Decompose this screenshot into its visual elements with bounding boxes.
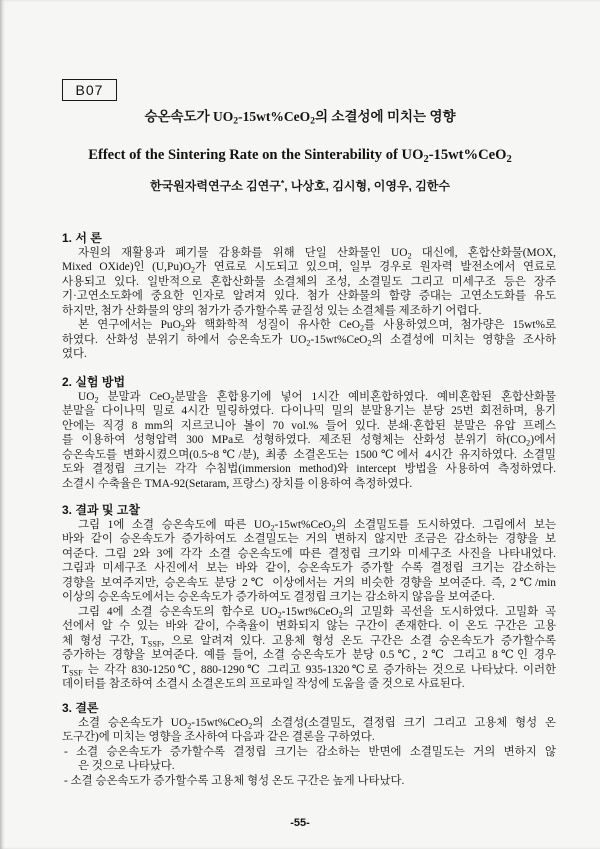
section-introduction [62,231,556,362]
text-run: 의 소결성(소결밀도, 결정립 크기 그리고 고용체 형성 온 [252,716,557,729]
subscript: 2 [233,115,239,127]
text-line [62,390,556,405]
text-line [62,730,556,745]
subscript: SSF [68,667,83,677]
text-line [62,289,556,304]
text-line [62,759,556,774]
subscript: 2 [407,250,412,260]
text-line [62,333,556,348]
section-heading: 1. 서 론 [62,231,102,245]
text-line [62,590,556,605]
text-run: 승온속도를 변화시켰으며(0.5~8℃/분), 최종 소결온도는 1500℃에서 4시간 유지하였다. 소결밀 [62,448,556,461]
text-run: 대신에, 혼합산화물(MOX, [411,246,556,259]
subscript: SSF [147,638,162,648]
text-line [62,716,556,731]
text-line [62,347,556,362]
text-run: 가 연료로 시도되고 있으며, 일부 경우로 원자력 발전소에서 연료로 [195,261,556,273]
text-run: 분말과 CeO [98,390,171,403]
subscript: 2 [180,323,185,333]
text-run: 그림과 미세구조 사진에서 보는 바와 같이, 승온속도가 증가할 수록 결정립 크기는 감소하는 [62,562,556,574]
subscript: 2 [310,115,315,127]
text-run: 를 사용하였으며, 첨가량은 15wt%로 [364,319,557,331]
text-run: 은 것으로 나타났다. [78,760,175,772]
superscript: * [280,178,285,189]
text-run: 소결 승온속도가 UO [78,716,188,729]
text-line [62,634,556,649]
text-line [62,663,556,678]
text-line [62,619,556,634]
paragraph [62,390,556,492]
text-run: 그림 4에 소결 승온속도의 함수로 UO [78,605,278,618]
text-run: 와 핵화학적 성질이 유사한 CeO [184,319,360,331]
text-run: 의 소결밀도를 도시하였다. 그림에서 보는 [335,518,556,531]
text-line [62,677,556,692]
section-body [62,518,556,692]
text-run: 경향을 보여주지만, 승온속도 분당 2℃ 이상에서는 거의 비슷한 경향을 보여준다. 즉, 2℃/min [62,576,556,589]
text-run: T [62,663,69,676]
paragraph [62,318,556,362]
subscript: 2 [248,720,253,730]
section-methods [62,375,556,491]
text-line [62,477,556,492]
text-run: 의 고밀화 곡선을 도시하였다. 고밀화 곡 [342,605,556,618]
text-run: 분말을 혼합용기에 넣어 1시간 예비혼합하였다. 예비혼합된 혼합산화물 [174,390,556,403]
text-run: 그림 1에 소결 승온속도에 따른 UO [78,518,271,531]
text-run: Mixed OXide)인 (U,Pu)O [62,261,192,273]
text-run: Effect of the Sintering Rate on the Sinterability of UO [88,147,424,163]
text-run: 를 이용하여 성형압력 300 MPa로 성형하였다. 제조된 성형체는 산화성 분위기 하(CO [62,434,527,446]
subscript: 2 [338,609,343,619]
text-run: 승온속도가 UO [144,109,234,124]
subscript: 2 [191,265,196,275]
text-run: 데이터를 참조하여 소결시 소결온도의 프로파일 작성에 도움을 줄 것으로 사료된다. [62,678,465,690]
text-run: 체 형성 구간, T [62,634,148,647]
text-run: 선에서 알 수 있는 바와 같이, 수축율이 변화되지 않는 구간이 존재한다. 이 온도 구간은 고용 [62,620,556,632]
text-run: -15wt%CeO [428,147,507,163]
text-line [62,304,556,319]
text-run: 는 각각 830-1250℃, 880-1290℃ 그리고 935-1320℃로 증가하는 것으로 나타났다. 이러한 [82,663,556,676]
text-run: 본 연구에서는 PuO [78,319,181,331]
text-run: -15wt%CeO [238,109,311,124]
paragraph [62,518,556,605]
text-run: 증가하는 경향을 보여준다. 예를 들어, 소결 승온속도가 분당 0.5℃, 2℃ 그리고 8℃인 경우 [62,649,556,661]
section-heading: 3. 결과 및 고찰 [62,503,140,517]
text-run: 사용되고 있다. 일반적으로 혼합산화물 소결체의 조성, 소결밀도 그리고 미세구조 등은 장주 [62,275,556,288]
text-line [62,275,556,290]
subscript: 2 [270,522,275,532]
text-line [62,561,556,576]
subscript: 2 [94,394,99,404]
text-line [62,518,556,533]
text-line [62,462,556,477]
text-run: 의 소결성에 미치는 영향 [315,109,456,124]
text-run: UO [78,390,95,403]
text-run: 도구간)에 미치는 영향을 조사하여 다음과 같은 결론을 구하였다. [62,731,375,743]
section-results [62,503,556,692]
text-run: 안에는 직경 8 mm의 지르코니아 볼이 70 vol.% 들어 있다. 분쇄·혼합된 분말은 유압 프레스 [62,419,556,432]
text-run: 도와 결정립 크기는 각각 수침법(immersion method)와 intercept 방법을 사용하여 측정하였다. [62,463,556,475]
subscript: 2 [367,337,372,347]
subscript: 2 [423,153,429,165]
text-line [62,404,556,419]
bullet-item [62,774,556,789]
text-run: , 으로 알려져 있다. 고용체 형성 온도 구간은 소결 승온속도가 증가할수록 [161,634,556,647]
section-body [62,390,556,492]
section-heading: 3. 결론 [62,701,99,715]
text-run: 이상의 승온속도에서는 승온속도가 증가하여도 결정립 크기는 감소하지 않음을 보여준다. [62,591,495,603]
text-line [62,576,556,591]
text-run: )에서 [530,434,556,446]
section-heading: 2. 실험 방법 [62,375,126,389]
paragraph [62,716,556,745]
title-english [30,145,570,165]
abstract-code-box [62,79,117,101]
text-line [62,774,556,789]
text-line [62,547,556,562]
text-line [62,648,556,663]
text-line [62,419,556,434]
subscript: 2 [506,153,512,165]
text-line [62,605,556,620]
author-line [40,178,560,194]
text-line [62,246,556,261]
text-run: 여준다. 그림 2와 3에 각각 소결 승온속도에 따른 결정립 크기와 미세구조 사진을 나타내었다. [62,547,556,560]
title-korean [40,108,560,126]
subscript: 2 [331,522,336,532]
subscript: 2 [359,323,365,333]
text-run: 바와 같이 승온속도가 증가하여도 소결밀도는 거의 변하지 않지만 조금은 감소하는 경향을 보 [62,533,556,545]
subscript: 2 [526,438,531,448]
text-run: 소결시 수축율은 TMA-92(Setaram, 프랑스) 장치를 이용하여 측정하였다. [62,477,413,490]
page-number: -55- [290,817,310,829]
text-run: -15wt%CeO [281,605,339,618]
bullet-item [62,745,556,774]
paragraph [62,605,556,692]
text-run: -15wt%CeO [310,333,368,346]
text-run: 기·고연소도화에 중요한 인자로 알려져 있다. 첨가 산화물의 함량 증대는 고연소도화를 유도 [62,290,556,302]
text-run: -15wt%CeO [274,518,332,531]
text-line [62,318,556,333]
section-conclusion [62,701,556,788]
subscript: 2 [277,609,282,619]
text-line [62,448,556,463]
section-body [62,246,556,362]
subscript: 2 [187,720,192,730]
text-run: 의 소결성에 미치는 영향을 조사하 [371,333,556,346]
paragraph [62,246,556,319]
text-line [62,745,556,760]
text-run: 하였다. 산화성 분위기 하에서 승온속도가 UO [62,333,307,346]
text-line [62,532,556,547]
text-run: , 나상호, 김시형, 이영우, 김한수 [284,179,450,193]
text-line [62,433,556,448]
text-run: 한국원자력연구소 김연구 [150,179,281,193]
subscript: 2 [306,337,311,347]
text-run: 하지만, 첨가 산화물의 양의 첨가가 증가할수록 균질성 있는 소결체를 제조하기 어렵다. [62,304,482,317]
text-run: 분말을 다이나믹 밀로 4시간 밀링하였다. 다이나믹 밀의 분말용기는 분당 25번 회전하며, 용기 [62,405,556,417]
text-run: 자원의 재활용과 폐기물 감용화를 위해 단일 산화물인 UO [78,246,408,259]
subscript: 2 [170,394,175,404]
text-line [62,260,556,275]
text-run: 였다. [62,348,87,360]
abstract-code: B07 [75,82,104,98]
text-run: - 소결 승온속도가 증가할수록 고용체 형성 온도 구간은 높게 나타났다. [64,774,405,787]
text-run: -15wt%CeO [191,716,249,729]
text-run: - 소결 승온속도가 증가할수록 결정립 크기는 감소하는 반면에 소결밀도는 거의 변하지 않 [64,745,556,758]
section-body [62,716,556,789]
